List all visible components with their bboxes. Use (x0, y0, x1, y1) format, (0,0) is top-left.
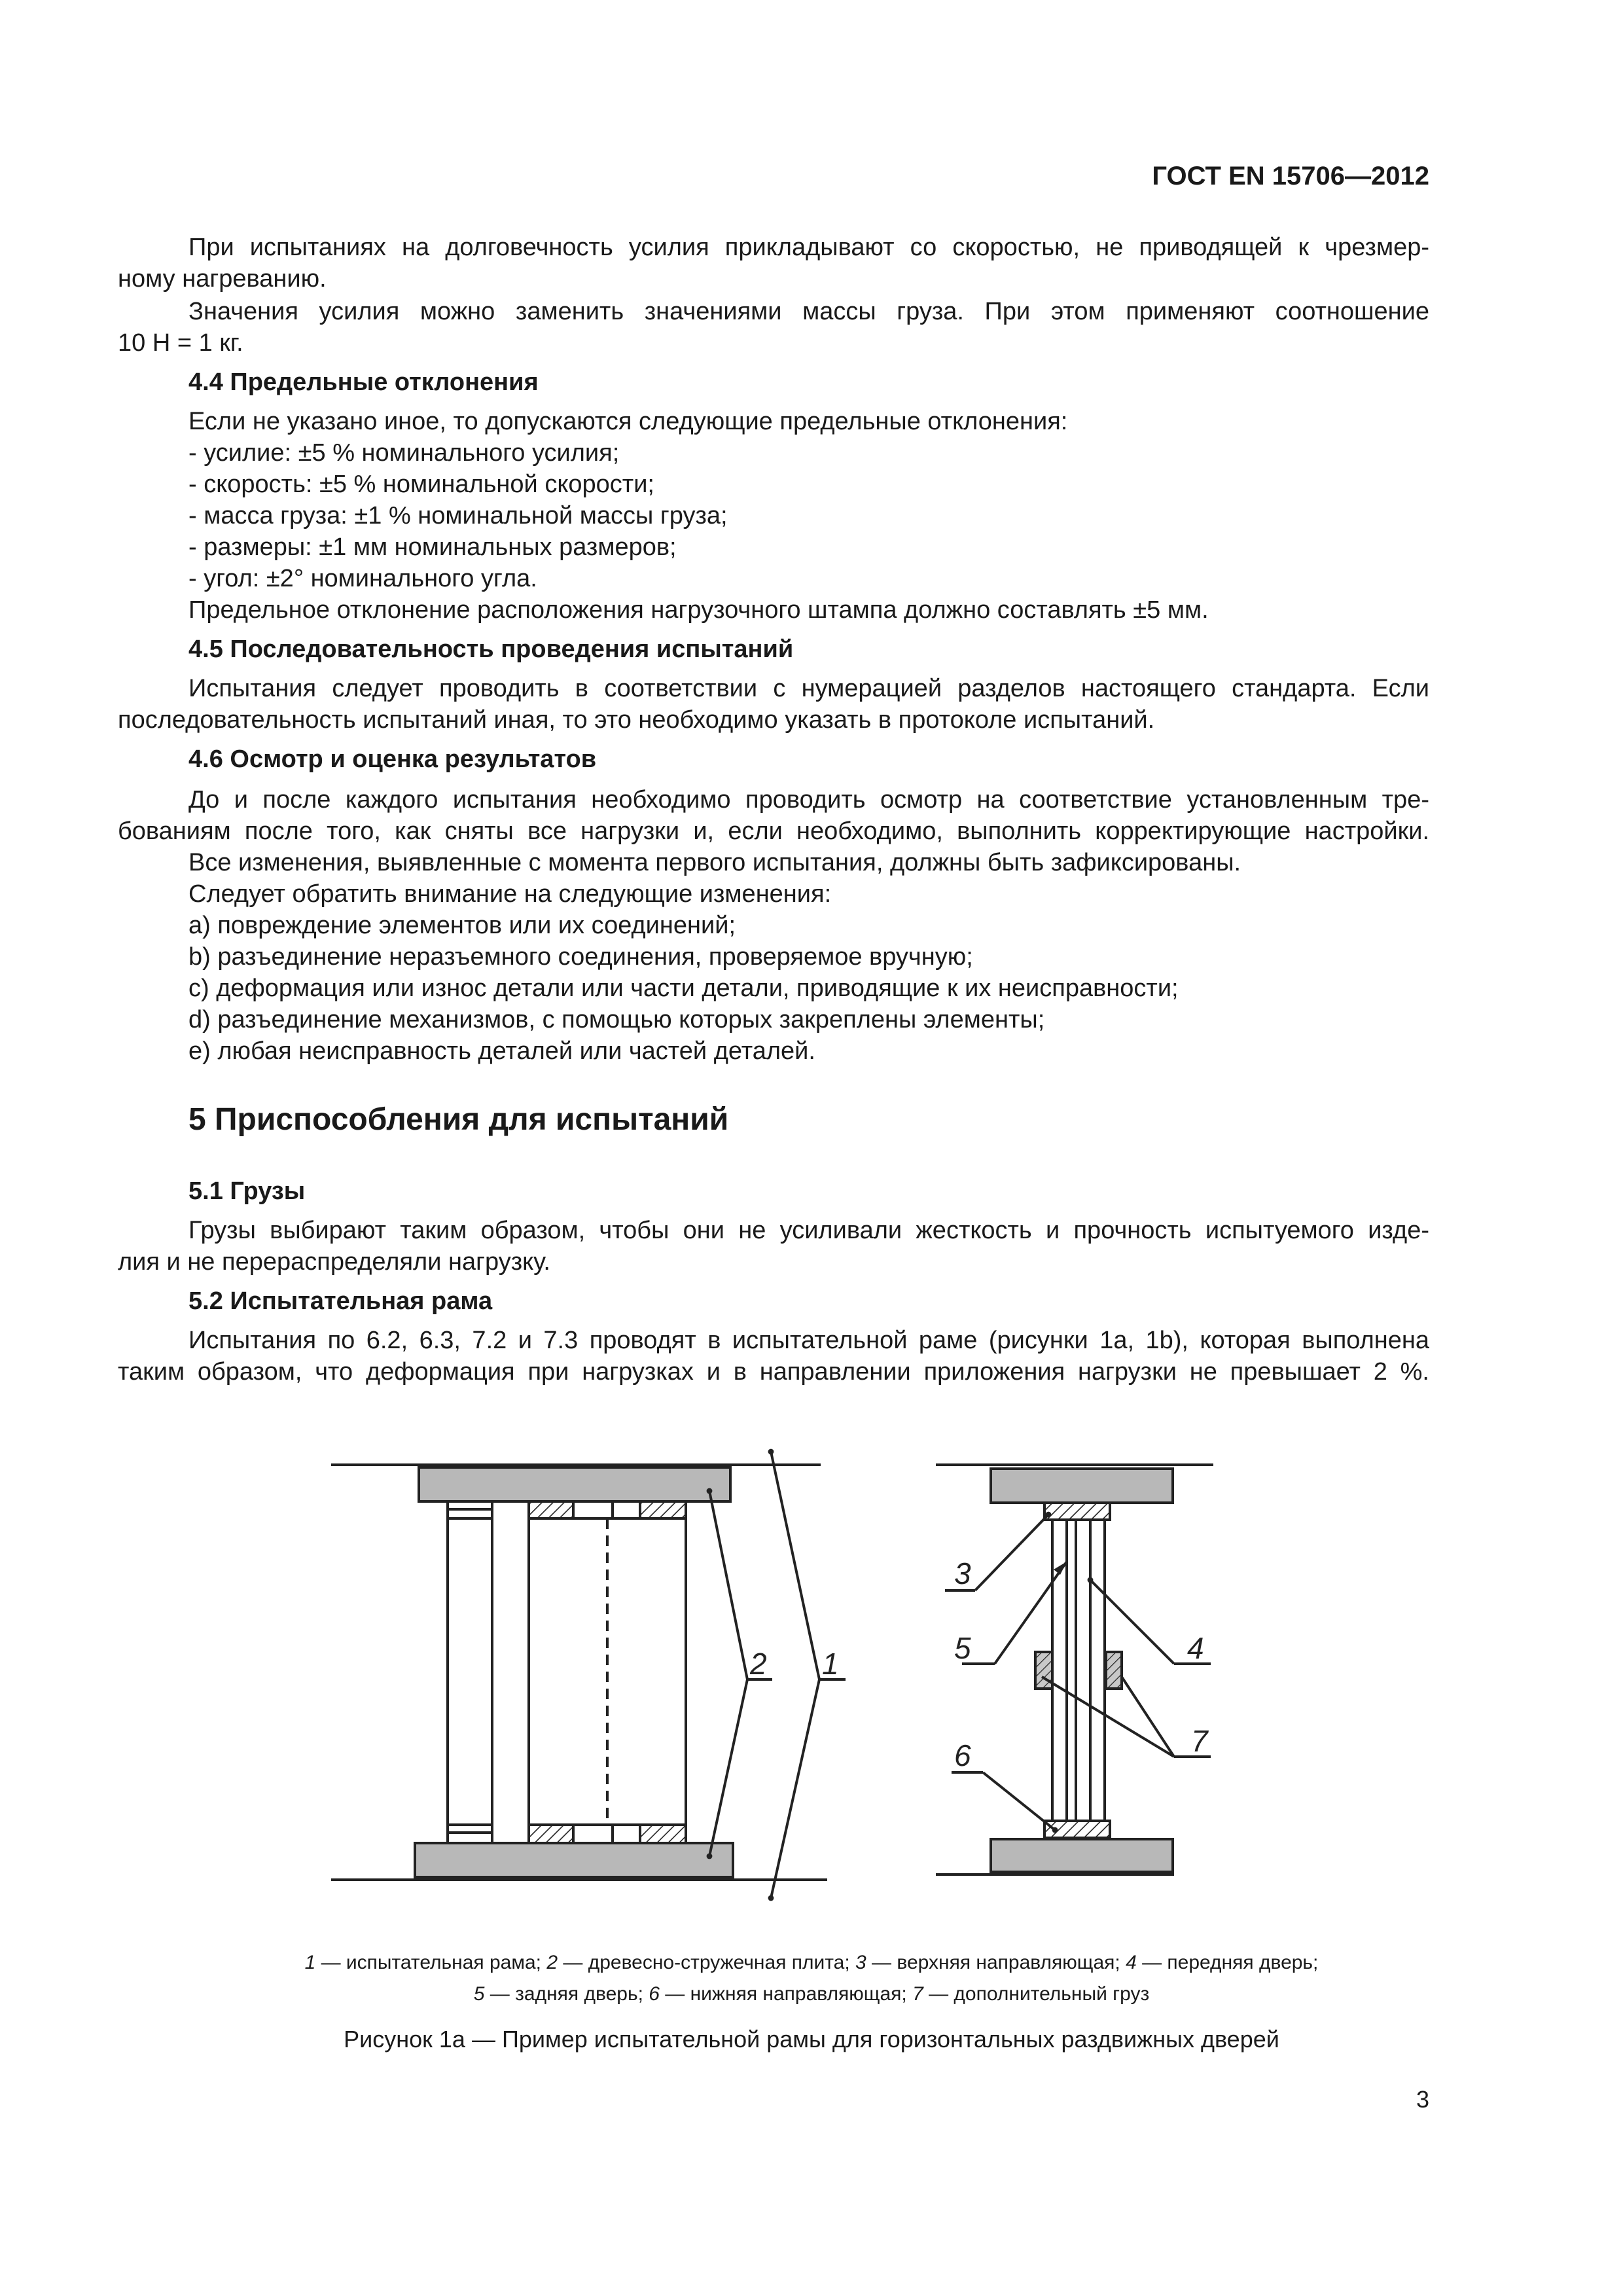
tolerance-item: - скорость: ±5 % номинальной скорости; (188, 471, 654, 499)
change-item: c) деформация или износ детали или части детали, приводящие к их неисправности; (188, 975, 1179, 1003)
figure-label: 2 (750, 1647, 767, 1681)
section-4-5-line1: Испытания следует проводить в соответствии с нумерацией разделов настоящего стандарта. Если (188, 675, 1429, 703)
section-4-4-tail: Предельное отклонение расположения нагрузочного штампа должно составлять ±5 мм. (188, 597, 1209, 624)
figure-label: 7 (1191, 1724, 1208, 1758)
section-4-6-line2: бованиям после того, как сняты все нагрузки и, если необходимо, выполнить корректирующие настройки. (118, 818, 1429, 846)
tolerance-item: - угол: ±2° номинального угла. (188, 565, 537, 593)
figure-label: 3 (954, 1556, 971, 1590)
intro-p1-line2: ному нагреванию. (118, 266, 327, 293)
top-chipboard (419, 1467, 730, 1501)
tolerance-item: - усилие: ±5 % номинального усилия; (188, 440, 620, 467)
section-4-6-title: 4.6 Осмотр и оценка результатов (188, 746, 597, 774)
section-4-6-line4: Следует обратить внимание на следующие изменения: (188, 881, 832, 908)
figure-label: 1 (822, 1647, 839, 1681)
section-4-5-line2: последовательность испытаний иная, то это необходимо указать в протоколе испытаний. (118, 707, 1155, 734)
section-5-1-title: 5.1 Грузы (188, 1178, 306, 1206)
page-number: 3 (1416, 2087, 1429, 2113)
standard-header: ГОСТ EN 15706—2012 (1152, 162, 1429, 191)
top-guide (529, 1501, 573, 1518)
intro-p1-line1: При испытаниях на долговечность усилия прикладывают со скоростью, не приводящей к чрезмер- (188, 234, 1429, 262)
tolerance-item: - размеры: ±1 мм номинальных размеров; (188, 534, 677, 562)
section-4-6-line3: Все изменения, выявленные с момента первого испытания, должны быть зафиксированы. (188, 850, 1241, 877)
figure-label: 5 (954, 1631, 971, 1665)
figure-title: Рисунок 1а — Пример испытательной рамы для горизонтальных раздвижных дверей (344, 2026, 1279, 2053)
section-4-6-line1: До и после каждого испытания необходимо проводить осмотр на соответствие установленным тре- (188, 787, 1429, 814)
intro-p2-line1: Значения усилия можно заменить значениями массы груза. При этом применяют соотношение (188, 298, 1429, 326)
change-item: e) любая неисправность деталей или частей деталей. (188, 1038, 815, 1066)
left-frame-view (331, 1452, 846, 1898)
section-5-1-line1: Грузы выбирают таким образом, чтобы они не усиливали жесткость и прочность испытуемого изде- (188, 1217, 1429, 1245)
change-item: b) разъединение неразъемного соединения, проверяемое вручную; (188, 944, 973, 971)
section-5-title: 5 Приспособления для испытаний (188, 1102, 729, 1138)
change-item: d) разъединение механизмов, с помощью которых закреплены элементы; (188, 1007, 1045, 1034)
bottom-chipboard (415, 1843, 733, 1877)
bottom-guide (529, 1825, 573, 1843)
section-5-2-title: 5.2 Испытательная рама (188, 1288, 493, 1316)
intro-p2-line2: 10 Н = 1 кг. (118, 330, 243, 357)
figure-label: 4 (1187, 1631, 1204, 1665)
extra-weight (1106, 1652, 1122, 1689)
tolerance-item: - масса груза: ±1 % номинальной массы груза; (188, 503, 728, 530)
section-4-4-title: 4.4 Предельные отклонения (188, 369, 539, 397)
section-4-4-lead: Если не указано иное, то допускаются следующие предельные отклонения: (188, 408, 1068, 436)
section-5-2-line1: Испытания по 6.2, 6.3, 7.2 и 7.3 проводят в испытательной раме (рисунки 1а, 1b), которая выполнена (188, 1327, 1429, 1355)
figure-legend-line1: 1 — испытательная рама; 2 — древесно-стружечная плита; 3 — верхняя направляющая; 4 — передняя дверь; (304, 1952, 1319, 1974)
right-frame-view (936, 1465, 1213, 1874)
figure-label: 6 (954, 1738, 971, 1772)
change-item: a) повреждение элементов или их соединений; (188, 912, 736, 940)
section-5-1-line2: лия и не перераспределяли нагрузку. (118, 1249, 550, 1276)
figure-legend-line2: 5 — задняя дверь; 6 — нижняя направляющая; 7 — дополнительный груз (473, 1983, 1150, 2005)
section-4-5-title: 4.5 Последовательность проведения испытаний (188, 636, 794, 664)
section-5-2-line2: таким образом, что деформация при нагрузках и в направлении приложения нагрузки не превышает 2 %. (118, 1359, 1429, 1386)
